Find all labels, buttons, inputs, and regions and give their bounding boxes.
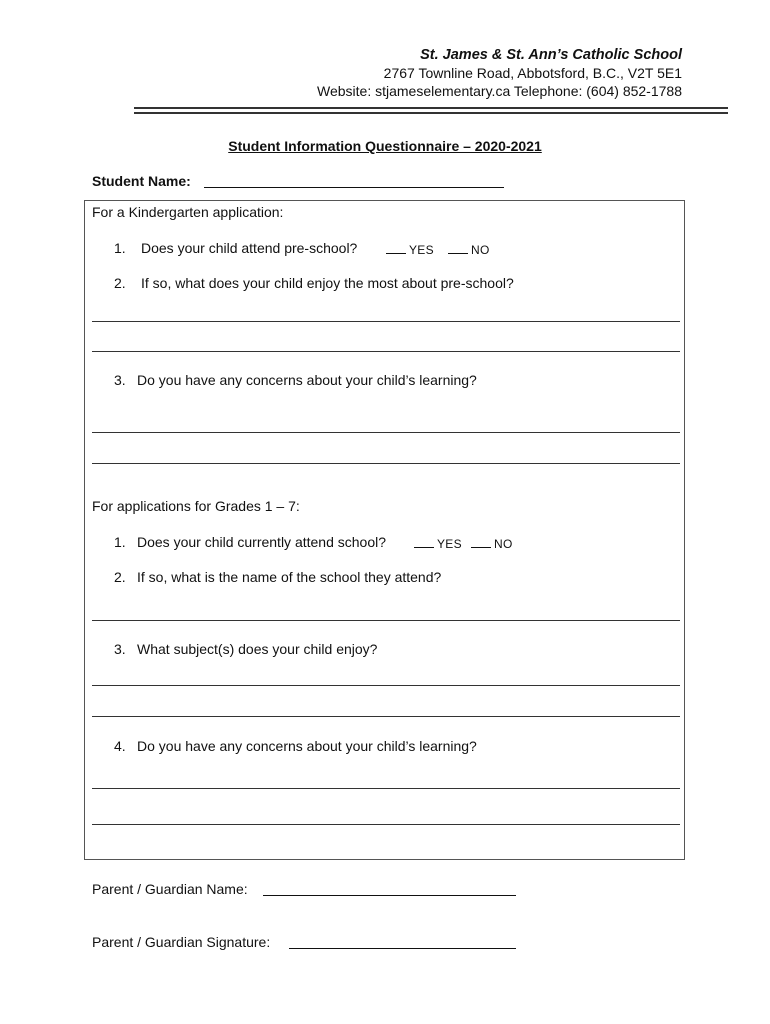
g-q4-answer-line-2[interactable] — [92, 824, 680, 825]
form-title — [0, 138, 770, 154]
g-q1-no-blank[interactable] — [471, 536, 491, 548]
header-divider-top — [134, 107, 728, 109]
k-q2-number: 2. — [114, 275, 126, 291]
k-q1-number: 1. — [114, 240, 126, 256]
g-q3-text: What subject(s) does your child enjoy? — [137, 641, 378, 657]
form-title-text: Student Information Questionnaire – 2020-2021 — [228, 138, 542, 154]
student-name-label: Student Name: — [92, 173, 191, 189]
k-q1-no-blank[interactable] — [448, 242, 468, 254]
g-q1-no-option[interactable] — [471, 536, 513, 551]
k-q1-yes-blank[interactable] — [386, 242, 406, 254]
k-q1-no-option[interactable] — [448, 242, 490, 257]
k-q3-answer-line-1[interactable] — [92, 432, 680, 433]
parent-signature-label: Parent / Guardian Signature: — [92, 934, 271, 950]
k-q1-no-label: NO — [471, 243, 490, 257]
school-address: 2767 Townline Road, Abbotsford, B.C., V2T 5E1 — [383, 65, 682, 81]
g-q1-yes-option[interactable] — [414, 536, 462, 551]
k-q2-text: If so, what does your child enjoy the most about pre-school? — [141, 275, 514, 291]
g-q3-answer-line-2[interactable] — [92, 716, 680, 717]
k-q1-yes-label: YES — [409, 243, 434, 257]
k-q2-answer-line-1[interactable] — [92, 321, 680, 322]
kindergarten-heading: For a Kindergarten application: — [92, 204, 284, 220]
g-q4-answer-line-1[interactable] — [92, 788, 680, 789]
school-contact: Website: stjameselementary.ca Telephone: (604) 852-1788 — [317, 83, 682, 99]
g-q2-answer-line-1[interactable] — [92, 620, 680, 621]
g-q1-no-label: NO — [494, 537, 513, 551]
g-q4-text: Do you have any concerns about your child’s learning? — [137, 738, 477, 754]
k-q2-answer-line-2[interactable] — [92, 351, 680, 352]
parent-signature-field[interactable] — [289, 948, 516, 949]
k-q3-answer-line-2[interactable] — [92, 463, 680, 464]
k-q1-text: Does your child attend pre-school? — [141, 240, 358, 256]
k-q3-number: 3. — [114, 372, 126, 388]
school-name: St. James & St. Ann’s Catholic School — [420, 47, 682, 63]
header-divider-bottom — [134, 112, 728, 114]
g-q2-text: If so, what is the name of the school they attend? — [137, 569, 442, 585]
g-q1-yes-blank[interactable] — [414, 536, 434, 548]
g-q1-yes-label: YES — [437, 537, 462, 551]
parent-name-field[interactable] — [263, 895, 516, 896]
g-q3-number: 3. — [114, 641, 126, 657]
questionnaire-box — [84, 200, 685, 860]
grades-heading: For applications for Grades 1 – 7: — [92, 498, 300, 514]
student-name-field[interactable] — [204, 187, 504, 188]
k-q1-yes-option[interactable] — [386, 242, 434, 257]
g-q4-number: 4. — [114, 738, 126, 754]
k-q3-text: Do you have any concerns about your child’s learning? — [137, 372, 477, 388]
g-q1-number: 1. — [114, 534, 126, 550]
g-q1-text: Does your child currently attend school? — [137, 534, 387, 550]
g-q3-answer-line-1[interactable] — [92, 685, 680, 686]
parent-name-label: Parent / Guardian Name: — [92, 881, 248, 897]
g-q2-number: 2. — [114, 569, 126, 585]
